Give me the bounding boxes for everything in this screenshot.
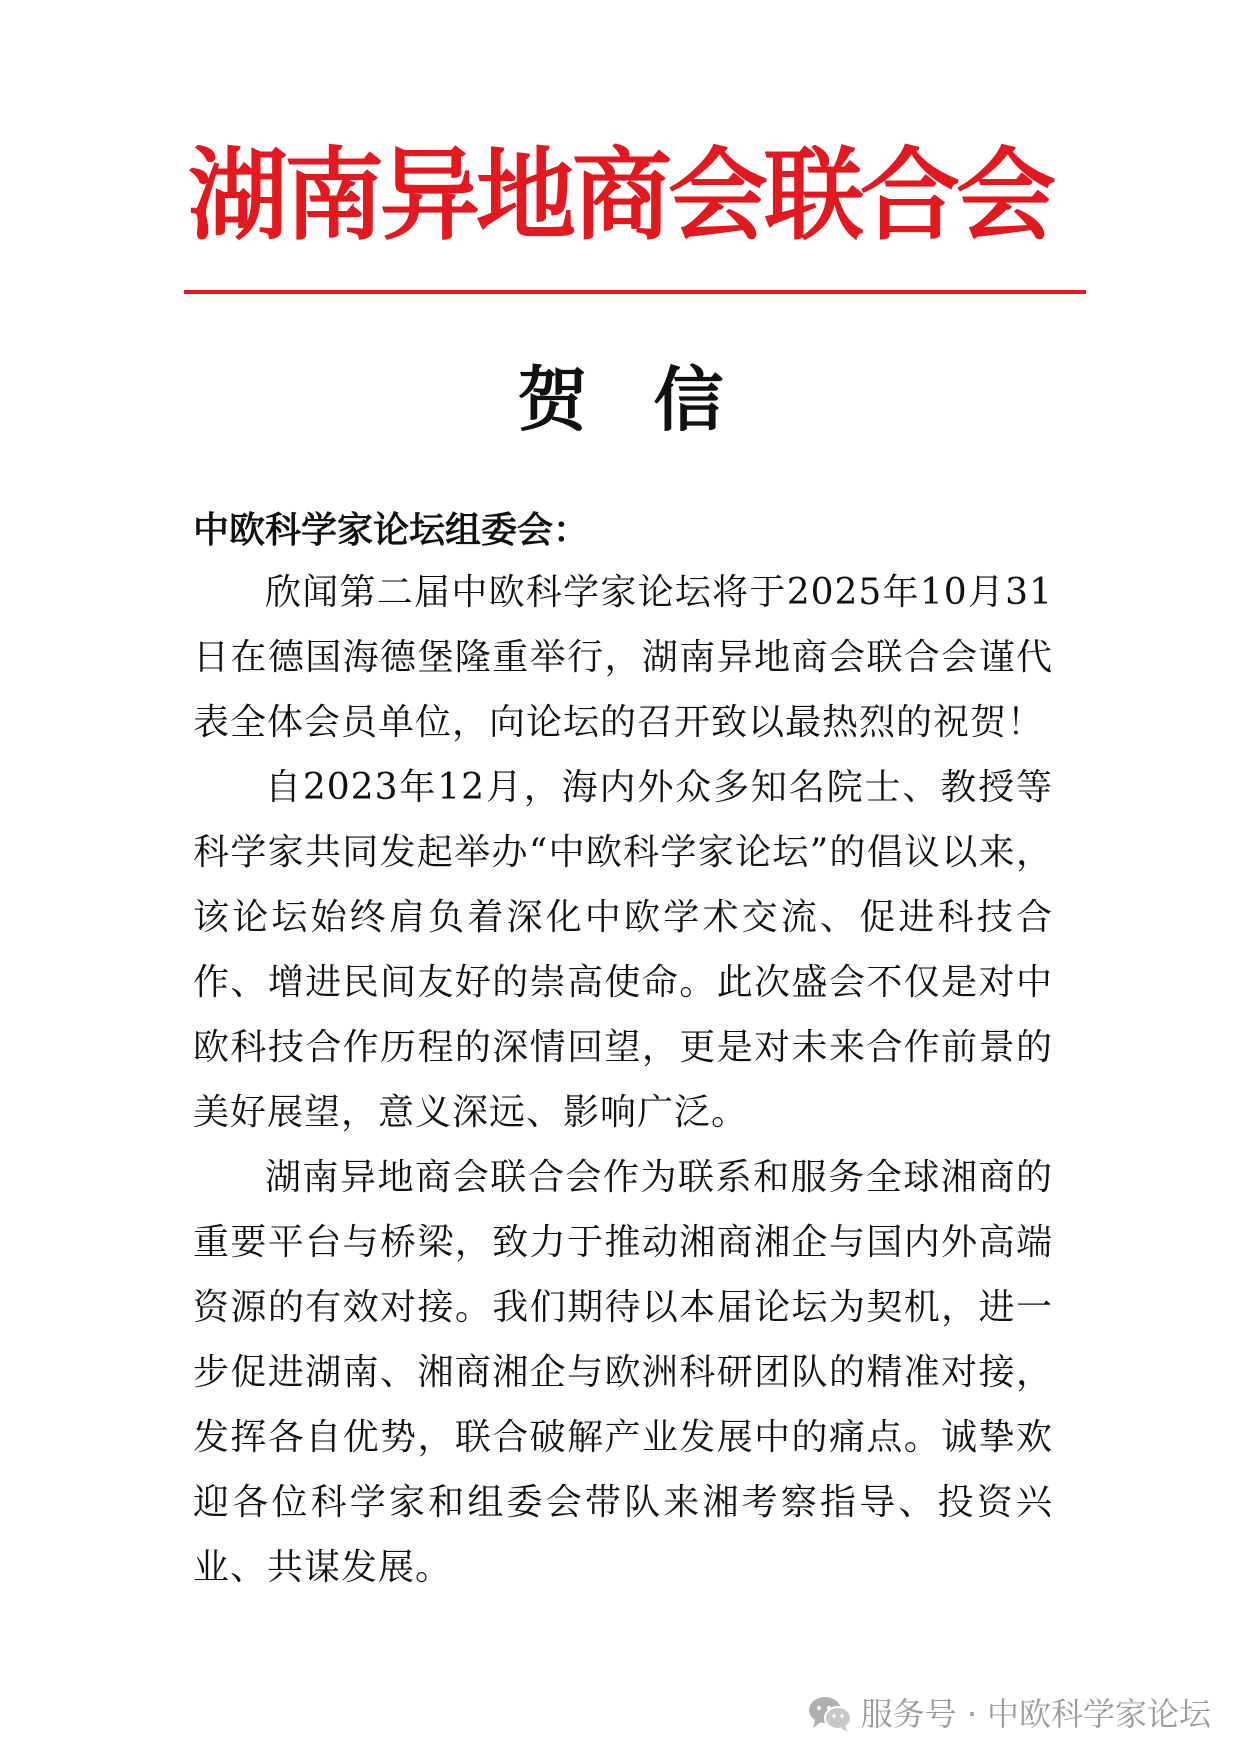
watermark-separator: ·	[966, 1695, 977, 1733]
watermark-label: 服务号	[860, 1695, 957, 1733]
letterhead-org-name: 湖南异地商会联合会	[188, 136, 1052, 254]
watermark-account: 中欧科学家论坛	[986, 1695, 1211, 1733]
wechat-icon	[807, 1694, 853, 1734]
body-paragraph-1: 欣闻第二届中欧科学家论坛将于2025年10月31日在德国海德堡隆重举行，湖南异地商会联合会谨代表全体会员单位，向论坛的召开致以最热烈的祝贺！	[193, 572, 1053, 743]
body-paragraph-2: 自2023年12月，海内外众多知名院士、教授等科学家共同发起举办“中欧科学家论坛”的倡议以来，该论坛始终肩负着深化中欧学术交流、促进科技合作、增进民间友好的崇高使命。此次盛会不仅是对中欧科技合作历程的深情回望，更是对未来合作前景的美好展望，意义深远、影响广泛。	[193, 767, 1053, 1133]
salutation: 中欧科学家论坛组委会：	[193, 509, 590, 551]
source-watermark	[807, 1692, 1211, 1736]
body-paragraph-3: 湖南异地商会联合会作为联系和服务全球湘商的重要平台与桥梁，致力于推动湘商湘企与国内外高端资源的有效对接。我们期待以本届论坛为契机，进一步促进湖南、湘商湘企与欧洲科研团队的精准对接，发挥各自优势，联合破解产业发展中的痛点。诚挚欢迎各位科学家和组委会带队来湘考察指导、投资兴业、共谋发展。	[193, 1157, 1053, 1588]
title-char-1: 贺	[517, 358, 588, 441]
letterhead-divider	[184, 290, 1086, 294]
title-char-2: 信	[653, 358, 724, 441]
document-title	[0, 360, 1241, 440]
